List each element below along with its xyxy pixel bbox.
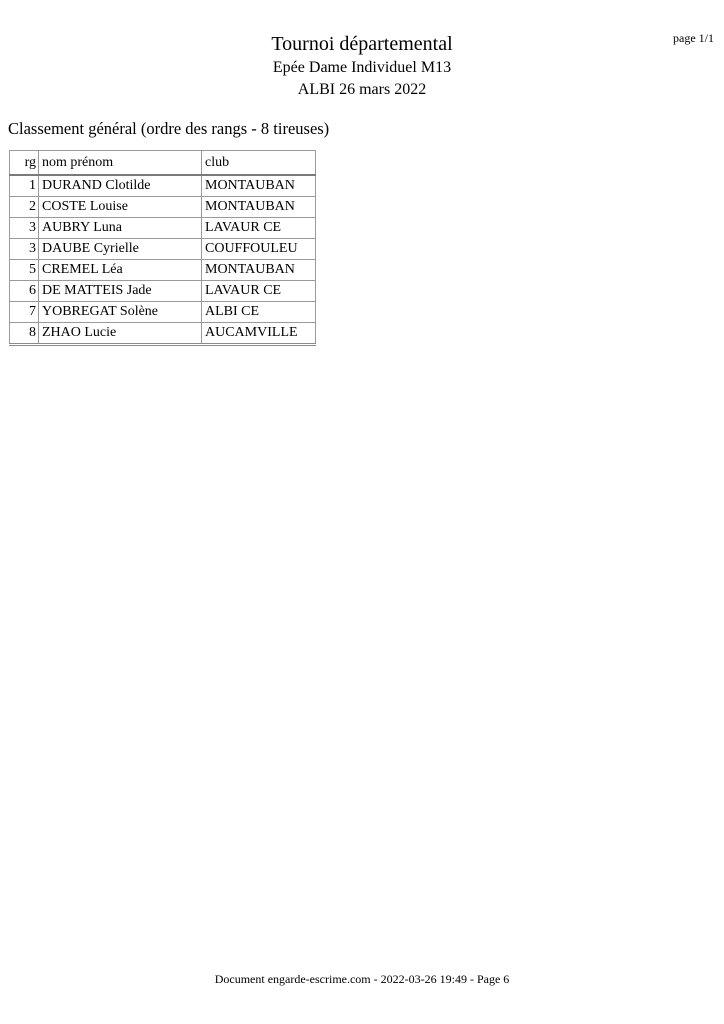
page-number: page 1/1 bbox=[673, 31, 714, 45]
club-cell: AUCAMVILLE bbox=[202, 323, 316, 345]
column-header-name: nom prénom bbox=[39, 151, 202, 176]
column-header-rank: rg bbox=[10, 151, 39, 176]
tournament-title: Tournoi départemental bbox=[271, 33, 453, 55]
ranking-table bbox=[9, 150, 316, 346]
column-header-club: club bbox=[202, 151, 316, 176]
name-cell: YOBREGAT Solène bbox=[39, 302, 202, 323]
club-cell: LAVAUR CE bbox=[202, 281, 316, 302]
rank-cell: 1 bbox=[10, 175, 39, 197]
name-cell: DAUBE Cyrielle bbox=[39, 239, 202, 260]
name-cell: CREMEL Léa bbox=[39, 260, 202, 281]
club-cell: ALBI CE bbox=[202, 302, 316, 323]
event-subtitle: Epée Dame Individuel M13 bbox=[272, 59, 452, 76]
rank-cell: 7 bbox=[10, 302, 39, 323]
club-cell: MONTAUBAN bbox=[202, 175, 316, 197]
table-row bbox=[10, 239, 316, 260]
rank-cell: 8 bbox=[10, 323, 39, 345]
table-row bbox=[10, 197, 316, 218]
table-row bbox=[10, 281, 316, 302]
name-cell: DURAND Clotilde bbox=[39, 175, 202, 197]
section-title: Classement général (ordre des rangs - 8 tireuses) bbox=[8, 119, 330, 138]
name-cell: COSTE Louise bbox=[39, 197, 202, 218]
rank-cell: 2 bbox=[10, 197, 39, 218]
name-cell: AUBRY Luna bbox=[39, 218, 202, 239]
name-cell: DE MATTEIS Jade bbox=[39, 281, 202, 302]
table-row bbox=[10, 218, 316, 239]
location-date: ALBI 26 mars 2022 bbox=[297, 81, 427, 98]
table-row bbox=[10, 302, 316, 323]
table-row bbox=[10, 260, 316, 281]
table-header-row bbox=[10, 151, 316, 176]
rank-cell: 3 bbox=[10, 218, 39, 239]
club-cell: MONTAUBAN bbox=[202, 197, 316, 218]
table-row bbox=[10, 175, 316, 197]
table-row bbox=[10, 323, 316, 345]
rank-cell: 6 bbox=[10, 281, 39, 302]
club-cell: MONTAUBAN bbox=[202, 260, 316, 281]
club-cell: LAVAUR CE bbox=[202, 218, 316, 239]
document-footer: Document engarde-escrime.com - 2022-03-26 19:49 - Page 6 bbox=[214, 972, 510, 986]
club-cell: COUFFOULEU bbox=[202, 239, 316, 260]
rank-cell: 5 bbox=[10, 260, 39, 281]
document-header bbox=[0, 31, 724, 101]
name-cell: ZHAO Lucie bbox=[39, 323, 202, 345]
rank-cell: 3 bbox=[10, 239, 39, 260]
